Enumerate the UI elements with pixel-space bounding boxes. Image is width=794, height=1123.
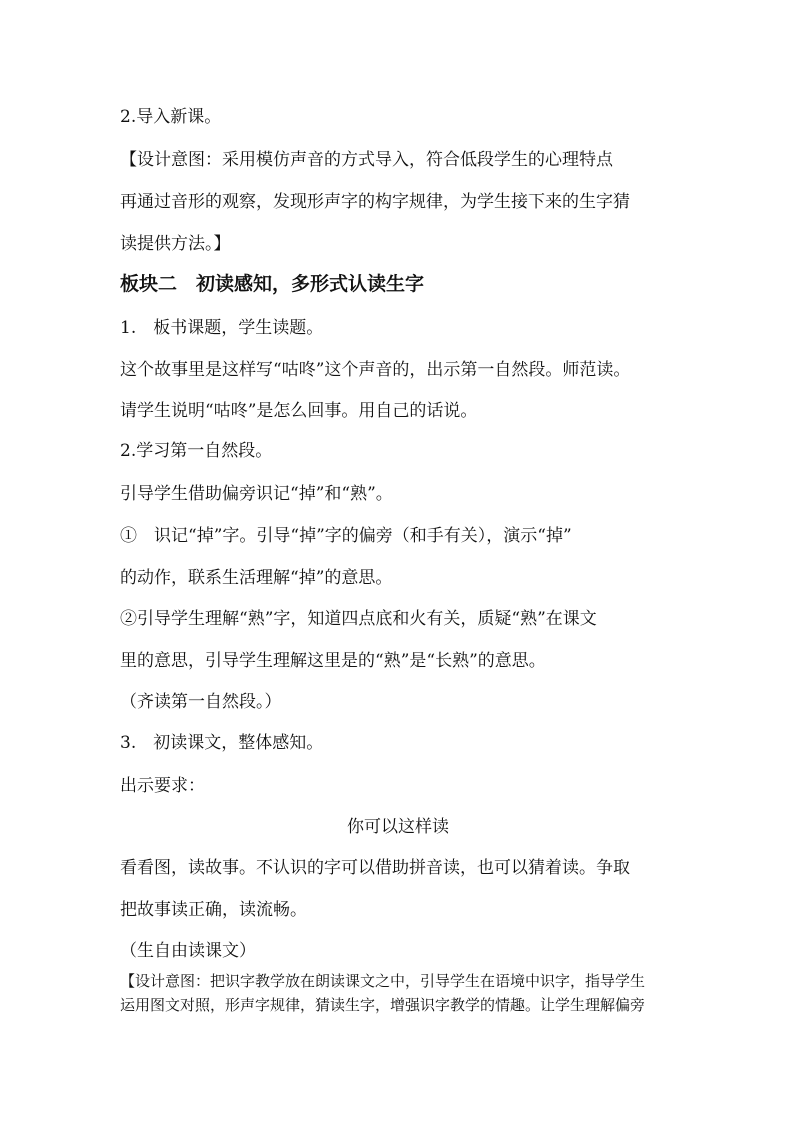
text-line-shu-2: 里的意思，引导学生理解这里是的“熟”是“长熟”的意思。 (120, 651, 546, 671)
text-line-design-intent-4: 【设计意图：把识字教学放在朗读课文之中，引导学生在语境中识字，指导学生 (120, 972, 646, 990)
text-line-lead-in: 2.导入新课。 (120, 107, 222, 127)
text-line-diao-1: ① 识记“掉”字。引导“掉”字的偏旁（和手有关），演示“掉” (120, 526, 572, 546)
text-line-design-intent-1: 【设计意图：采用模仿声音的方式导入，符合低段学生的心理特点 (120, 150, 613, 170)
text-line-requirements: 出示要求： (120, 776, 205, 796)
text-line-requirement-body-1: 看看图，读故事。不认识的字可以借助拼音读，也可以猜着读。争取 (120, 858, 630, 878)
text-line-read-paragraph: （齐读第一自然段。） (120, 692, 282, 712)
section-heading: 板块二 初读感知，多形式认读生字 (120, 273, 425, 295)
text-line-requirement-title: 你可以这样读 (347, 817, 449, 837)
text-line-diao-2: 的动作，联系生活理解“掉”的意思。 (120, 568, 393, 588)
text-line-radicals: 引导学生借助偏旁识记“掉”和“熟”。 (120, 484, 393, 504)
text-line-step-3: 3. 初读课文，整体感知。 (120, 733, 324, 753)
text-line-requirement-body-2: 把故事读正确，读流畅。 (120, 900, 307, 920)
text-line-step-2: 2.学习第一自然段。 (120, 441, 273, 461)
text-line-free-reading: （生自由读课文） (120, 941, 256, 961)
text-line-shu-1: ②引导学生理解“熟”字，知道四点底和火有关，质疑“熟”在课文 (120, 609, 597, 629)
text-line-design-intent-5: 运用图文对照，形声字规律，猜读生字，增强识字教学的情趣。让学生理解偏旁 (120, 996, 646, 1014)
text-line-design-intent-2: 再通过音形的观察，发现形声字的构字规律，为学生接下来的生字猜 (120, 192, 630, 212)
text-line-design-intent-3: 读提供方法。】 (120, 234, 231, 254)
text-line-explain-gudong: 请学生说明“咕咚”是怎么回事。用自己的话说。 (120, 401, 478, 421)
text-line-step-1: 1. 板书课题，学生读题。 (120, 318, 324, 338)
text-line-story-sound: 这个故事里是这样写“咕咚”这个声音的，出示第一自然段。师范读。 (120, 360, 631, 380)
